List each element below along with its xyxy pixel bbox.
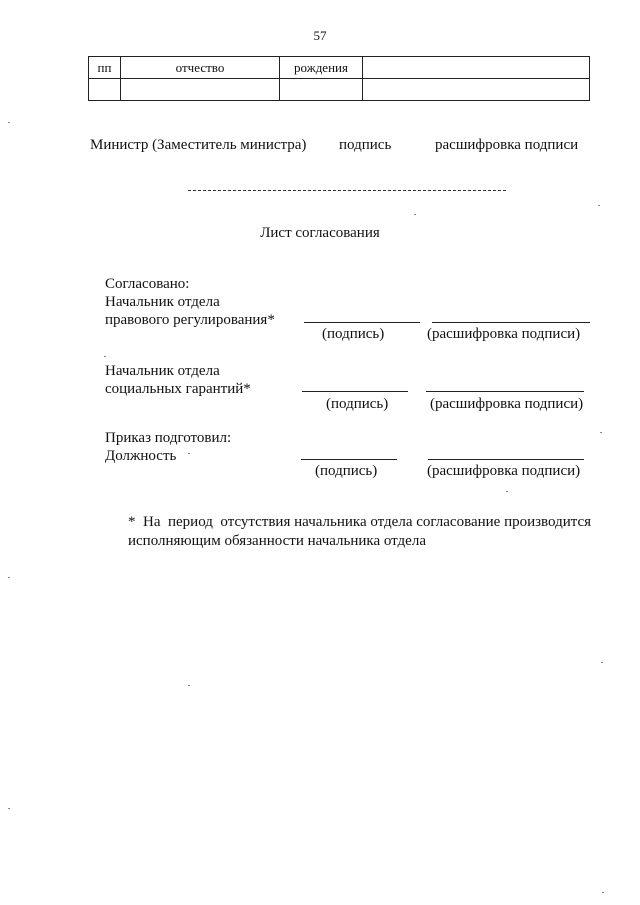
signature-caption: (подпись) [326, 396, 389, 412]
approver-position-line2: Должность [105, 448, 177, 464]
scan-speck [8, 122, 10, 123]
table-header-cell: отчество [121, 57, 280, 79]
scan-speck [8, 808, 10, 809]
table-header-cell: пп [89, 57, 121, 79]
decoding-caption: (расшифровка подписи) [427, 463, 581, 479]
scan-speck [414, 214, 416, 215]
signature-caption: (подпись) [322, 326, 385, 342]
decoding-caption: (расшифровка подписи) [430, 396, 584, 412]
decoding-caption: (расшифровка подписи) [427, 326, 581, 342]
signature-line [301, 459, 397, 460]
table-cell [121, 79, 280, 101]
table-cell [363, 79, 590, 101]
agreed-label: Согласовано: [105, 276, 190, 292]
signature-line [302, 391, 408, 392]
scan-speck [104, 356, 106, 357]
personnel-table [88, 56, 590, 101]
scan-speck [601, 662, 603, 663]
cut-line [188, 190, 506, 191]
scan-speck [506, 491, 508, 492]
table-header-row [89, 57, 590, 79]
scan-speck [188, 685, 190, 686]
decoding-line [428, 459, 584, 460]
approver-position-line1: Начальник отдела [105, 363, 220, 379]
scan-speck [600, 432, 602, 433]
minister-title: Министр (Заместитель министра) [90, 137, 307, 153]
scan-speck [602, 892, 604, 893]
sheet-title: Лист согласования [260, 225, 380, 241]
signature-caption: (подпись) [315, 463, 378, 479]
footnote [128, 513, 598, 551]
scan-speck [8, 577, 10, 578]
footnote-line: * На период отсутствия начальника отдела согласование производится [128, 514, 592, 530]
approver-position-line2: социальных гарантий* [105, 381, 251, 397]
approver-position-line1: Начальник отдела [105, 294, 220, 310]
approver-position-line1: Приказ подготовил: [105, 430, 232, 446]
table-cell [89, 79, 121, 101]
signature-line [304, 322, 420, 323]
approver-position-line2: правового регулирования* [105, 312, 275, 328]
table-header-cell [363, 57, 590, 79]
decoding-line [432, 322, 590, 323]
table-cell [280, 79, 363, 101]
footnote-line: исполняющим обязанности начальника отдела [128, 533, 426, 549]
decoding-line [426, 391, 584, 392]
table-row [89, 79, 590, 101]
page-number: 57 [313, 28, 327, 43]
minister-signature-label: подпись [339, 137, 392, 153]
scan-speck [598, 205, 600, 206]
table-header-cell: рождения [280, 57, 363, 79]
scan-speck [188, 453, 190, 454]
minister-decoding-label: расшифровка подписи [435, 137, 579, 153]
